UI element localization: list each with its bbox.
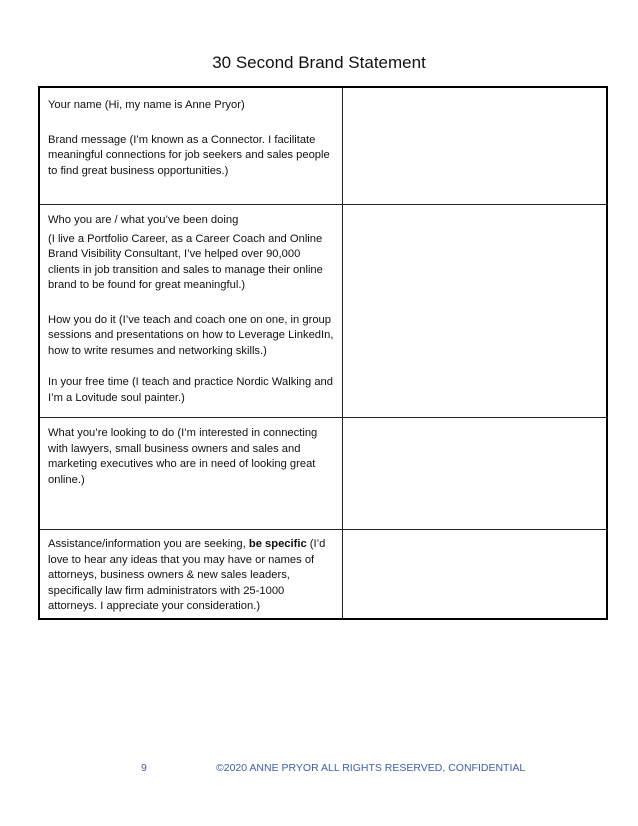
table-row (39, 205, 607, 418)
assistance-prompt (48, 537, 334, 615)
table-cell-prompt (39, 205, 342, 418)
assistance-prompt-example: (I’d love to hear any ideas that you may have or names of attorneys, business owners & new sales leaders, specifically law firm administrators with 25-1000 attorneys. I appreciate your consideration.) (48, 538, 326, 612)
looking-to-do-prompt: What you’re looking to do (I’m interested in connecting with lawyers, small business owners and sales and marketing executives who are in need of looking great online.) (48, 427, 318, 486)
brand-message-prompt: Brand message (I’m known as a Connector. I facilitate meaningful connections for job seekers and sales people to find great business opportunities.) (48, 133, 330, 177)
page-number: 9 (141, 762, 147, 774)
who-you-are-prompt: Who you are / what you’ve been doing (48, 214, 239, 226)
brand-statement-table (38, 86, 608, 620)
table-row (39, 87, 607, 205)
table-row (39, 530, 607, 620)
table-cell-prompt (39, 530, 342, 620)
who-you-are-example: (I live a Portfolio Career, as a Career Coach and Online Brand Visibility Consultant, I’ve helped over 90,000 clients in job transition and sales to manage their online brand to be found for great meaningful.) (48, 232, 323, 291)
table-cell-prompt (39, 418, 342, 530)
free-time-prompt: In your free time (I teach and practice Nordic Walking and I’m a Lovitude soul painter.) (48, 376, 333, 404)
table-cell-answer (342, 530, 607, 620)
table-cell-answer (342, 418, 607, 530)
name-prompt: Your name (Hi, my name is Anne Pryor) (48, 99, 245, 111)
table-cell-answer (342, 205, 607, 418)
page-title: 30 Second Brand Statement (212, 53, 426, 72)
table-row (39, 418, 607, 530)
table-cell-prompt (39, 87, 342, 205)
assistance-prompt-emphasis: be specific (248, 538, 307, 550)
table-cell-answer (342, 87, 607, 205)
copyright-notice: ©2020 ANNE PRYOR ALL RIGHTS RESERVED, CONFIDENTIAL (216, 762, 526, 774)
how-you-do-it-prompt: How you do it (I’ve teach and coach one on one, in group sessions and presentations on how to Leverage LinkedIn, how to write resumes and networking skills.) (48, 313, 334, 357)
assistance-prompt-lead: Assistance/information you are seeking, (48, 538, 249, 550)
